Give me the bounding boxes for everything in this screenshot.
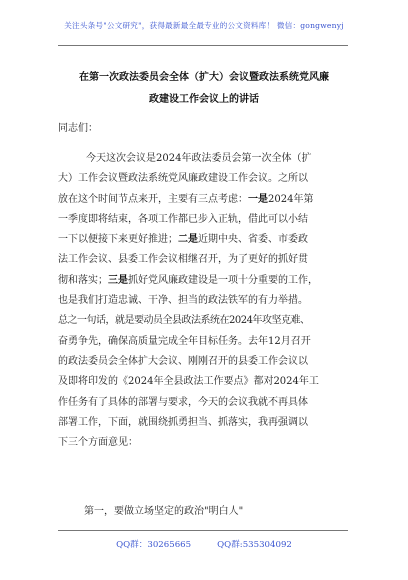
body-text-segment: 部署工作，下面，就围绕抓勇担当、抓落实，我再强调以 — [58, 416, 308, 428]
body-line — [58, 311, 350, 331]
body-line — [58, 149, 350, 169]
body-line — [58, 372, 350, 392]
body-line — [58, 210, 350, 230]
body-line — [58, 393, 350, 413]
body-text-segment: 近期中央、省委、市委政 — [198, 234, 308, 246]
footer-divider — [58, 530, 348, 531]
header-banner: 关注头条号"公文研究"，获得最新最全最专业的公文资料库！ 微信：gongwenyj — [64, 21, 344, 30]
body-text-segment: 的政法委员会全体扩大会议、刚刚召开的县委工作会议以 — [58, 355, 308, 367]
body-text-segment: 总之一句话，就是要动员全县政法系统在2024年攻坚克难、 — [58, 315, 310, 327]
body-text-segment: 作任务有了具体的部署与要求，今天的会议我就不再具体 — [58, 396, 308, 408]
title-line: 政建设工作会议上的讲话 — [149, 94, 259, 105]
body-line — [58, 250, 350, 270]
body-line — [58, 230, 350, 250]
body-line — [58, 291, 350, 311]
body-text-segment: 一季度即将结束，各项工作都已步入正轨，借此可以小结 — [58, 213, 308, 225]
body-text-segment: 法工作会议、县委工作会议相继召开，为了更好的抓好贯 — [58, 254, 308, 266]
body-text-segment: 今天这次会议是2024年政法委员会第一次全体（扩 — [86, 153, 312, 164]
body-line — [58, 433, 350, 453]
document-title — [58, 67, 350, 111]
footer-qq-group-2: QQ群:535304092 — [217, 540, 292, 550]
footer — [0, 538, 408, 550]
body-text-segment: 一下以便接下来更好推进； — [58, 234, 178, 246]
emphasis-text: 一是 — [248, 193, 268, 205]
emphasis-text: 二是 — [178, 234, 198, 246]
section-heading: 第一，要做立场坚定的政治"明白人" — [84, 506, 244, 517]
body-text-segment: 奋勇争先，确保高质量完成全年目标任务。去年12月召开 — [58, 335, 311, 347]
body-line — [58, 352, 350, 372]
body-line — [58, 271, 350, 291]
title-line: 在第一次政法委员会全体（扩大）会议暨政法系统党风廉 — [79, 72, 329, 83]
body-line — [58, 332, 350, 352]
body-text-segment: 大）工作会议暨政法系统党风廉政建设工作会议。之所以 — [58, 173, 308, 185]
body-line — [58, 169, 350, 189]
body-text-segment: 及即将印发的《2024年全县政法工作要点》都对2024年工 — [58, 376, 319, 388]
header-divider — [58, 45, 348, 46]
body-text-segment: 也是我们打造忠诚、干净、担当的政法铁军的有力举措。 — [58, 295, 308, 307]
body-text-segment: 放在这个时间节点来开，主要有三点考虑： — [58, 193, 248, 205]
footer-qq-group-1: QQ群：30265665 — [116, 540, 192, 550]
salutation: 同志们： — [58, 123, 98, 134]
body-text-segment: 下三个方面意见： — [58, 437, 138, 449]
body-paragraph — [58, 149, 350, 453]
body-text-segment: 2024年第 — [268, 193, 314, 205]
body-text-segment: 抓好党风廉政建设是一项十分重要的工作， — [128, 274, 318, 286]
body-text-segment: 彻和落实； — [58, 274, 108, 286]
emphasis-text: 三是 — [108, 274, 128, 286]
body-line — [58, 413, 350, 433]
body-line — [58, 190, 350, 210]
